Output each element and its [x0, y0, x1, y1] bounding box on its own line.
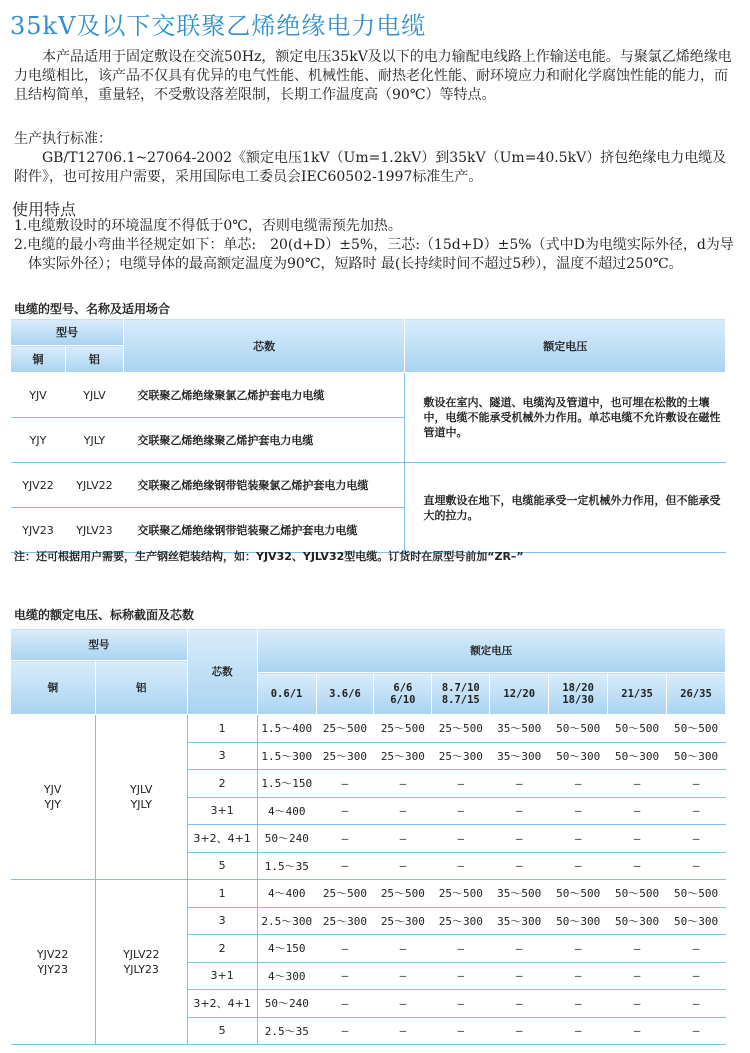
section-range: –	[549, 797, 608, 825]
table1-heading: 电缆的型号、名称及适用场合	[14, 302, 171, 316]
section-range: 50～240	[257, 825, 316, 853]
header-model: 型号	[11, 629, 188, 661]
section-range: –	[667, 770, 726, 798]
voltage-header: 26/35	[667, 673, 726, 715]
section-range: 50～300	[667, 742, 726, 770]
usage-item: 2.电缆的最小弯曲半径规定如下：单芯: 20(d+D）±5%，三芯:（15d+D）±5%（式中D为电缆实际外径，d为导体实际外径）；电缆导体的最高额定温度为90℃，短路时 最(长持续时间不超过5秒），温度不超过250℃。	[14, 237, 734, 272]
table-row	[11, 463, 726, 508]
section-range: 25～300	[316, 742, 374, 770]
aluminum-model: YJLV22 YJLY23	[95, 880, 187, 1045]
header-voltage: 额定电压	[257, 629, 725, 673]
section-range: –	[374, 962, 432, 990]
standard-heading: 生产执行标准：	[14, 131, 112, 147]
aluminum-model: YJLV22	[65, 463, 123, 508]
section-range: –	[432, 797, 490, 825]
section-range: –	[667, 852, 726, 880]
section-range: –	[374, 770, 432, 798]
section-range: 35～500	[490, 880, 549, 908]
section-range: 35～300	[490, 907, 549, 935]
section-range: 50～500	[549, 715, 608, 743]
usage-list	[14, 217, 734, 274]
standard-text: GB/T12706.1~27064-2002《额定电压1kV（Um=1.2kV）到35kV（Um=40.5kV）挤包绝缘电力电缆及附件》，也可按用户需要，采用国际电工委员会IEC60502-1997标准生产。	[14, 150, 727, 185]
usage-item: 1.电缆敷设时的环境温度不得低于0℃，否则电缆需预先加热。	[14, 218, 402, 234]
section-range: –	[667, 990, 726, 1018]
usage-heading: 使用特点	[12, 200, 77, 219]
section-range: 25～300	[316, 907, 374, 935]
section-range: –	[490, 825, 549, 853]
core-count: 3	[187, 742, 257, 770]
core-count: 3+1	[187, 797, 257, 825]
intro-text: 本产品适用于固定敷设在交流50Hz，额定电压35kV及以下的电力输配电线路上作输送电能。与聚氯乙烯绝缘电力电缆相比，该产品不仅具有优异的电气性能、机械性能、耐热老化性能、耐环境应力和耐化学腐蚀性能的能力，而且结构简单，重量轻，不受敷设落差限制，长期工作温度高（90℃）等特点。	[14, 49, 732, 103]
section-range: 25～500	[432, 715, 490, 743]
section-range: –	[374, 825, 432, 853]
copper-model: YJV22 YJY23	[11, 880, 96, 1045]
section-range: 50～500	[667, 715, 726, 743]
section-range: –	[432, 852, 490, 880]
section-range: –	[374, 935, 432, 963]
section-range: 25～500	[316, 715, 374, 743]
section-range: –	[667, 797, 726, 825]
section-range: –	[316, 962, 374, 990]
section-range: –	[667, 962, 726, 990]
section-range: –	[432, 990, 490, 1018]
header-copper: 铜	[11, 661, 96, 715]
core-count: 3+2、4+1	[187, 990, 257, 1018]
section-range: –	[608, 1017, 667, 1045]
section-range: –	[608, 935, 667, 963]
core-count: 3+1	[187, 962, 257, 990]
section-range: –	[549, 1017, 608, 1045]
core-count: 3+2、4+1	[187, 825, 257, 853]
section-range: 2.5～300	[257, 907, 316, 935]
section-range: 4～400	[257, 880, 316, 908]
header-core: 芯数	[187, 629, 257, 715]
header-aluminum: 铝	[95, 661, 187, 715]
section-range: –	[608, 990, 667, 1018]
section-range: –	[608, 852, 667, 880]
aluminum-model: YJLV	[65, 373, 123, 418]
aluminum-model: YJLY	[65, 418, 123, 463]
section-range: 1.5～35	[257, 852, 316, 880]
voltage-header: 8.7/10 8.7/15	[432, 673, 490, 715]
section-range: 50～500	[608, 880, 667, 908]
section-range: 2.5～35	[257, 1017, 316, 1045]
cable-name: 交联聚乙烯绝缘钢带铠装聚氯乙烯护套电力电缆	[123, 463, 405, 508]
aluminum-model: YJLV23	[65, 508, 123, 553]
section-range: 25～500	[374, 880, 432, 908]
table-row	[11, 880, 726, 908]
section-range: –	[432, 1017, 490, 1045]
copper-model: YJV	[11, 373, 66, 418]
table-row	[11, 715, 726, 743]
copper-model: YJV22	[11, 463, 66, 508]
section-range: –	[316, 852, 374, 880]
section-range: –	[549, 770, 608, 798]
section-range: –	[490, 770, 549, 798]
section-range: –	[549, 935, 608, 963]
section-range: 35～300	[490, 742, 549, 770]
section-range: –	[490, 962, 549, 990]
model-table	[10, 318, 726, 553]
section-range: –	[490, 1017, 549, 1045]
voltage-header: 6/6 6/10	[374, 673, 432, 715]
aluminum-model: YJLV YJLY	[95, 715, 187, 880]
section-range: –	[432, 935, 490, 963]
section-range: –	[316, 797, 374, 825]
section-range: –	[667, 935, 726, 963]
section-range: 25～500	[432, 880, 490, 908]
page-title: 35kV及以下交联聚乙烯绝缘电力电缆	[10, 12, 427, 40]
section-range: –	[316, 825, 374, 853]
table2-heading: 电缆的额定电压、标称截面及芯数	[14, 608, 195, 622]
section-range: –	[432, 770, 490, 798]
section-range: 50～240	[257, 990, 316, 1018]
usage-description: 敷设在室内、隧道、电缆沟及管道中，也可埋在松散的土壤中，电缆不能承受机械外力作用。单芯电缆不允许敷设在磁性管道中。	[405, 373, 726, 463]
section-range: 25～500	[316, 880, 374, 908]
section-range: 50～300	[667, 907, 726, 935]
section-range: –	[432, 962, 490, 990]
core-count: 2	[187, 770, 257, 798]
section-range: –	[316, 935, 374, 963]
voltage-header: 12/20	[490, 673, 549, 715]
section-range: 1.5～150	[257, 770, 316, 798]
section-range: –	[374, 990, 432, 1018]
spec-table	[10, 628, 726, 1045]
section-range: –	[316, 1017, 374, 1045]
section-range: 35～500	[490, 715, 549, 743]
header-model: 型号	[11, 319, 124, 346]
cable-name: 交联聚乙烯绝缘聚氯乙烯护套电力电缆	[123, 373, 405, 418]
copper-model: YJY	[11, 418, 66, 463]
section-range: –	[432, 825, 490, 853]
intro-paragraph	[14, 48, 734, 105]
cable-name: 交联聚乙烯绝缘聚乙烯护套电力电缆	[123, 418, 405, 463]
section-range: 50～300	[549, 907, 608, 935]
section-range: 25～300	[432, 907, 490, 935]
section-range: 50～500	[608, 715, 667, 743]
section-range: 1.5～400	[257, 715, 316, 743]
core-count: 5	[187, 1017, 257, 1045]
section-range: 4～400	[257, 797, 316, 825]
section-range: –	[549, 852, 608, 880]
header-core: 芯数	[123, 319, 405, 373]
section-range: 50～300	[608, 742, 667, 770]
usage-description: 直埋敷设在地下，电缆能承受一定机械外力作用，但不能承受大的拉力。	[405, 463, 726, 553]
core-count: 1	[187, 880, 257, 908]
standard-section	[14, 130, 734, 187]
section-range: 50～500	[549, 880, 608, 908]
section-range: –	[316, 770, 374, 798]
section-range: –	[374, 852, 432, 880]
copper-model: YJV23	[11, 508, 66, 553]
section-range: –	[667, 825, 726, 853]
section-range: 50～500	[667, 880, 726, 908]
section-range: 25～300	[374, 742, 432, 770]
section-range: –	[490, 852, 549, 880]
section-range: 4～150	[257, 935, 316, 963]
cable-name: 交联聚乙烯绝缘钢带铠装聚乙烯护套电力电缆	[123, 508, 405, 553]
section-range: –	[549, 990, 608, 1018]
section-range: 25～300	[374, 907, 432, 935]
section-range: –	[667, 1017, 726, 1045]
header-copper: 铜	[11, 346, 66, 373]
core-count: 2	[187, 935, 257, 963]
header-voltage: 额定电压	[405, 319, 726, 373]
section-range: –	[608, 962, 667, 990]
section-range: –	[374, 1017, 432, 1045]
section-range: 25～300	[432, 742, 490, 770]
header-aluminum: 铝	[65, 346, 123, 373]
table-note: 注：还可根据用户需要，生产钢丝铠装结构，如：YJV32、YJLV32型电缆。订货时在原型号前加“ZR–”	[14, 550, 524, 563]
section-range: –	[608, 797, 667, 825]
voltage-header: 0.6/1	[257, 673, 316, 715]
section-range: –	[608, 770, 667, 798]
section-range: –	[549, 962, 608, 990]
section-range: 25～500	[374, 715, 432, 743]
core-count: 5	[187, 852, 257, 880]
section-range: –	[549, 825, 608, 853]
section-range: –	[490, 990, 549, 1018]
voltage-header: 21/35	[608, 673, 667, 715]
section-range: –	[490, 935, 549, 963]
voltage-header: 18/20 18/30	[549, 673, 608, 715]
section-range: –	[316, 990, 374, 1018]
core-count: 3	[187, 907, 257, 935]
table-row	[11, 373, 726, 418]
copper-model: YJV YJY	[11, 715, 96, 880]
voltage-header: 3.6/6	[316, 673, 374, 715]
section-range: 1.5～300	[257, 742, 316, 770]
section-range: –	[490, 797, 549, 825]
section-range: –	[374, 797, 432, 825]
core-count: 1	[187, 715, 257, 743]
section-range: 50～300	[608, 907, 667, 935]
section-range: 50～300	[549, 742, 608, 770]
section-range: –	[608, 825, 667, 853]
section-range: 4～300	[257, 962, 316, 990]
